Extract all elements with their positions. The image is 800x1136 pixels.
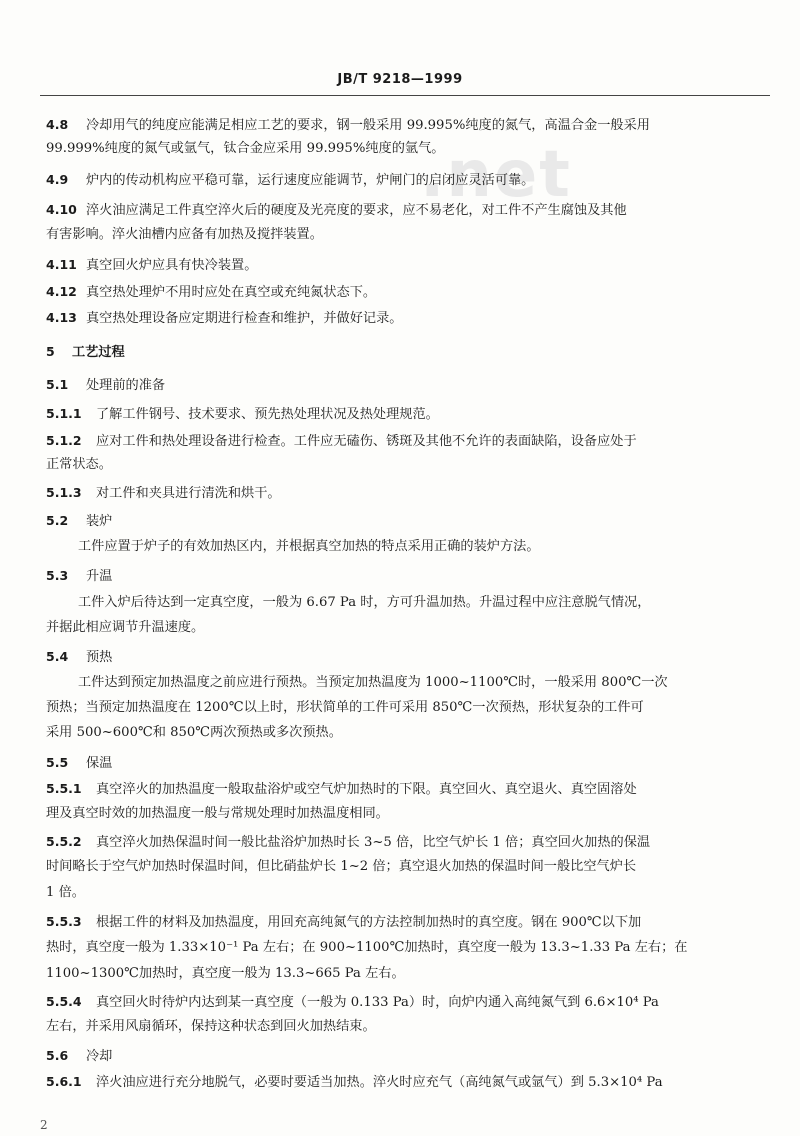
paragraph-5-5-2: 5.5.2 真空淬火加热保温时间一般比盐浴炉加热时长 3~5 倍，比空气炉长 1 倍；真空回火加热的保温 xyxy=(46,834,651,850)
header-divider xyxy=(40,95,770,96)
paragraph-5-4-cont2: 采用 500~600℃和 850℃两次预热或多次预热。 xyxy=(46,725,342,740)
section-5-4-heading: 5.4 预热 xyxy=(46,649,113,665)
paragraph-4-12: 4.12 真空热处理炉不用时应处在真空或充纯氮状态下。 xyxy=(46,284,377,300)
paragraph-4-8: 4.8 冷却用气的纯度应能满足相应工艺的要求，钢一般采用 99.995%纯度的氮气，高温合金一般采用 xyxy=(46,117,650,133)
paragraph-5-5-1-cont: 理及真空时效的加热温度一般与常规处理时加热温度相同。 xyxy=(46,806,389,821)
paragraph-5-6-1: 5.6.1 淬火油应进行充分地脱气，必要时要适当加热。淬火时应充气（高纯氮气或氩气）到 5.3×10⁴ Pa xyxy=(46,1074,663,1090)
paragraph-5-2: 工件应置于炉子的有效加热区内，并根据真空加热的特点采用正确的装炉方法。 xyxy=(78,539,540,554)
paragraph-4-11: 4.11 真空回火炉应具有快冷装置。 xyxy=(46,257,258,273)
watermark-logo: .net xyxy=(420,138,572,212)
paragraph-4-13: 4.13 真空热处理设备应定期进行检查和维护，并做好记录。 xyxy=(46,310,403,326)
paragraph-5-5-1: 5.5.1 真空淬火的加热温度一般取盐浴炉或空气炉加热时的下限。真空回火、真空退火、真空固溶处 xyxy=(46,781,637,797)
section-5-6-heading: 5.6 冷却 xyxy=(46,1048,113,1064)
paragraph-5-4-cont1: 预热；当预定加热温度在 1200℃以上时，形状简单的工件可采用 850℃一次预热，形状复杂的工件可 xyxy=(46,700,644,715)
section-5-heading: 5 工艺过程 xyxy=(46,344,125,360)
paragraph-5-5-2-cont2: 1 倍。 xyxy=(46,885,85,900)
paragraph-5-5-4-cont: 左右，并采用风扇循环，保持这种状态到回火加热结束。 xyxy=(46,1019,376,1034)
paragraph-5-5-3-cont1: 热时，真空度一般为 1.33×10⁻¹ Pa 左右；在 900~1100℃加热时，真空度一般为 13.3~1.33 Pa 左右；在 xyxy=(46,940,688,955)
paragraph-5-5-3-cont2: 1100~1300℃加热时，真空度一般为 13.3~665 Pa 左右。 xyxy=(46,966,405,981)
paragraph-4-10-cont: 有害影响。淬火油槽内应备有加热及搅拌装置。 xyxy=(46,227,323,242)
paragraph-5-1-2-cont: 正常状态。 xyxy=(46,457,112,472)
section-5-3-heading: 5.3 升温 xyxy=(46,568,113,584)
paragraph-5-1-2: 5.1.2 应对工件和热处理设备进行检查。工件应无磕伤、锈斑及其他不允许的表面缺陷，设备应处于 xyxy=(46,433,637,449)
paragraph-5-5-3: 5.5.3 根据工件的材料及加热温度，用回充高纯氮气的方法控制加热时的真空度。钢在 900℃以下加 xyxy=(46,914,642,930)
paragraph-5-1-3: 5.1.3 对工件和夹具进行清洗和烘干。 xyxy=(46,485,281,501)
paragraph-4-8-cont: 99.999%纯度的氮气或氩气，钛合金应采用 99.995%纯度的氩气。 xyxy=(46,141,445,156)
paragraph-4-10: 4.10 淬火油应满足工件真空淬火后的硬度及光亮度的要求，应不易老化，对工件不产生腐蚀及其他 xyxy=(46,202,627,218)
paragraph-5-5-4: 5.5.4 真空回火时待炉内达到某一真空度（一般为 0.133 Pa）时，向炉内通入高纯氮气到 6.6×10⁴ Pa xyxy=(46,994,659,1010)
paragraph-5-4: 工件达到预定加热温度之前应进行预热。当预定加热温度为 1000~1100℃时，一般采用 800℃一次 xyxy=(78,675,668,690)
paragraph-4-9: 4.9 炉内的传动机构应平稳可靠，运行速度应能调节，炉闸门的启闭应灵活可靠。 xyxy=(46,172,535,188)
paragraph-5-1-1: 5.1.1 了解工件钢号、技术要求、预先热处理状况及热处理规范。 xyxy=(46,406,439,422)
page-header: JB/T 9218—1999 xyxy=(337,72,463,87)
paragraph-5-3: 工件入炉后待达到一定真空度，一般为 6.67 Pa 时，方可升温加热。升温过程中应注意脱气情况， xyxy=(78,595,651,610)
paragraph-5-3-cont: 并据此相应调节升温速度。 xyxy=(46,620,205,635)
paragraph-5-5-2-cont1: 时间略长于空气炉加热时保温时间，但比硝盐炉长 1~2 倍；真空退火加热的保温时间一般比空气炉长 xyxy=(46,859,637,874)
section-5-5-heading: 5.5 保温 xyxy=(46,755,113,771)
section-5-1-heading: 5.1 处理前的准备 xyxy=(46,377,166,393)
page-number: 2 xyxy=(40,1118,48,1132)
section-5-2-heading: 5.2 装炉 xyxy=(46,513,113,529)
